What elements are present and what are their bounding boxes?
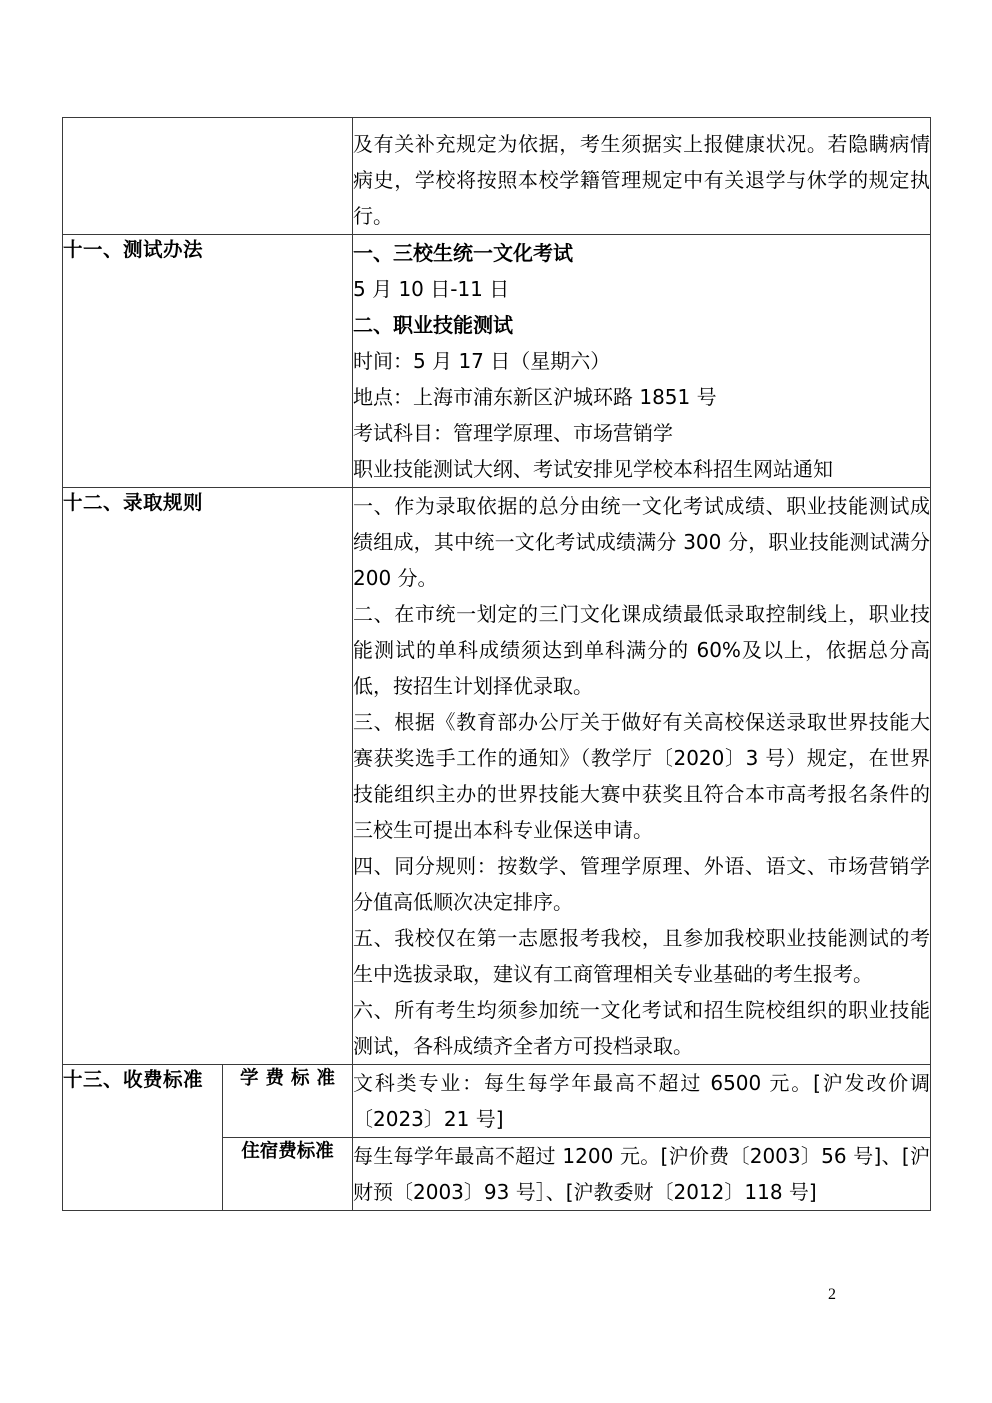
- paragraph: 二、在市统一划定的三门文化课成绩最低录取控制线上，职业技能测试的单科成绩须达到单科满分的 60%及以上，依据总分高低，按招生计划择优录取。: [353, 602, 930, 698]
- paragraph: 二、职业技能测试: [353, 313, 513, 337]
- row-content-continuation: [353, 118, 931, 235]
- table-row: [63, 235, 931, 488]
- table-body: [63, 118, 931, 1211]
- page-number: 2: [828, 1286, 836, 1303]
- paragraph: 每生每学年最高不超过 1200 元。[沪价费〔2003〕56 号]、[沪财预〔2003〕93 号］、[沪教委财〔2012〕118 号]: [353, 1144, 930, 1204]
- paragraph: 及有关补充规定为依据，考生须据实上报健康状况。若隐瞒病情病史，学校将按照本校学籍管理规定中有关退学与休学的规定执行。: [353, 132, 930, 228]
- paragraph: 考试科目：管理学原理、市场营销学: [353, 421, 673, 445]
- row-label-test-method: 十一、测试办法: [63, 235, 353, 488]
- paragraph: 文科类专业：每生每学年最高不超过 6500 元。[沪发改价调〔2023〕21 号]: [353, 1071, 930, 1131]
- table-row: [63, 1065, 931, 1138]
- table-row: [63, 488, 931, 1065]
- row-label-fee-standards: 十三、收费标准: [63, 1065, 223, 1211]
- paragraph: 一、三校生统一文化考试: [353, 241, 573, 265]
- row-label-empty: [63, 118, 353, 235]
- row-label-admission-rules: 十二、录取规则: [63, 488, 353, 1065]
- row-content-tuition: [353, 1065, 931, 1138]
- paragraph: 地点：上海市浦东新区沪城环路 1851 号: [353, 385, 717, 409]
- paragraph: 四、同分规则：按数学、管理学原理、外语、语文、市场营销学分值高低顺次决定排序。: [353, 854, 930, 914]
- paragraph: 五、我校仅在第一志愿报考我校，且参加我校职业技能测试的考生中选拔录取，建议有工商管理相关专业基础的考生报考。: [353, 926, 930, 986]
- admission-info-table: [62, 117, 931, 1211]
- table-row: [63, 118, 931, 235]
- sublabel-tuition-standard: 学费标准: [223, 1065, 353, 1138]
- paragraph: 六、所有考生均须参加统一文化考试和招生院校组织的职业技能测试，各科成绩齐全者方可投档录取。: [353, 998, 930, 1058]
- row-content-test-method: [353, 235, 931, 488]
- row-content-admission-rules: [353, 488, 931, 1065]
- paragraph: 一、作为录取依据的总分由统一文化考试成绩、职业技能测试成绩组成，其中统一文化考试成绩满分 300 分，职业技能测试满分 200 分。: [353, 494, 930, 590]
- sublabel-dormitory-standard: 住宿费标准: [223, 1138, 353, 1211]
- paragraph: 5 月 10 日-11 日: [353, 277, 510, 301]
- paragraph: 三、根据《教育部办公厅关于做好有关高校保送录取世界技能大赛获奖选手工作的通知》（教学厅〔2020〕3 号）规定，在世界技能组织主办的世界技能大赛中获奖且符合本市高考报名条件的三校生可提出本科专业保送申请。: [353, 710, 930, 842]
- row-content-dormitory: [353, 1138, 931, 1211]
- paragraph: 时间：5 月 17 日（星期六）: [353, 349, 611, 373]
- paragraph: 职业技能测试大纲、考试安排见学校本科招生网站通知: [353, 457, 833, 481]
